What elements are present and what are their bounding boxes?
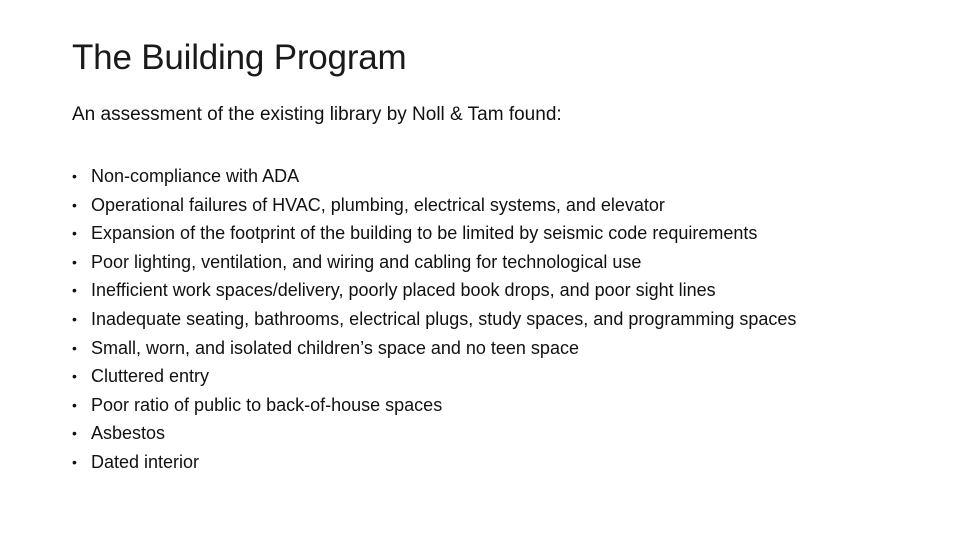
list-item (72, 276, 796, 305)
list-item-text: Expansion of the footprint of the building to be limited by seismic code requirements (91, 223, 758, 244)
list-item-text: Poor ratio of public to back-of-house spaces (91, 394, 443, 415)
list-item-text: Inefficient work spaces/delivery, poorly placed book drops, and poor sight lines (91, 280, 716, 301)
list-item (72, 219, 796, 248)
list-item (72, 419, 796, 448)
list-item (72, 305, 796, 334)
bullet-icon: • (72, 453, 77, 470)
bullet-icon: • (72, 368, 77, 385)
bullet-icon: • (72, 396, 77, 413)
bullet-icon: • (72, 196, 77, 213)
list-item (72, 448, 796, 477)
bullet-icon: • (72, 282, 77, 299)
slide-title: The Building Program (72, 38, 407, 77)
list-item (72, 191, 796, 220)
bullet-icon: • (72, 253, 77, 270)
list-item-text: Dated interior (91, 451, 200, 472)
list-item-text: Non-compliance with ADA (91, 166, 300, 186)
list-item-text: Asbestos (91, 423, 166, 444)
list-item-text: Operational failures of HVAC, plumbing, electrical systems, and elevator (91, 194, 665, 215)
bullet-icon: • (72, 225, 77, 242)
list-item (72, 362, 796, 391)
intro-text: An assessment of the existing library by Noll & Tam found: (72, 104, 562, 125)
bullet-icon: • (72, 168, 77, 184)
bullet-icon: • (72, 339, 77, 356)
bullet-icon: • (72, 425, 77, 442)
bullet-icon: • (72, 310, 77, 327)
list-item-text: Poor lighting, ventilation, and wiring and cabling for technological use (91, 251, 642, 272)
list-item (72, 162, 796, 191)
list-item (72, 248, 796, 277)
list-item-text: Inadequate seating, bathrooms, electrical plugs, study spaces, and programming spaces (91, 308, 797, 329)
list-item-text: Cluttered entry (91, 366, 210, 387)
list-item-text: Small, worn, and isolated children’s space and no teen space (91, 337, 579, 358)
list-item (72, 391, 796, 420)
findings-list (72, 162, 796, 477)
list-item (72, 334, 796, 363)
